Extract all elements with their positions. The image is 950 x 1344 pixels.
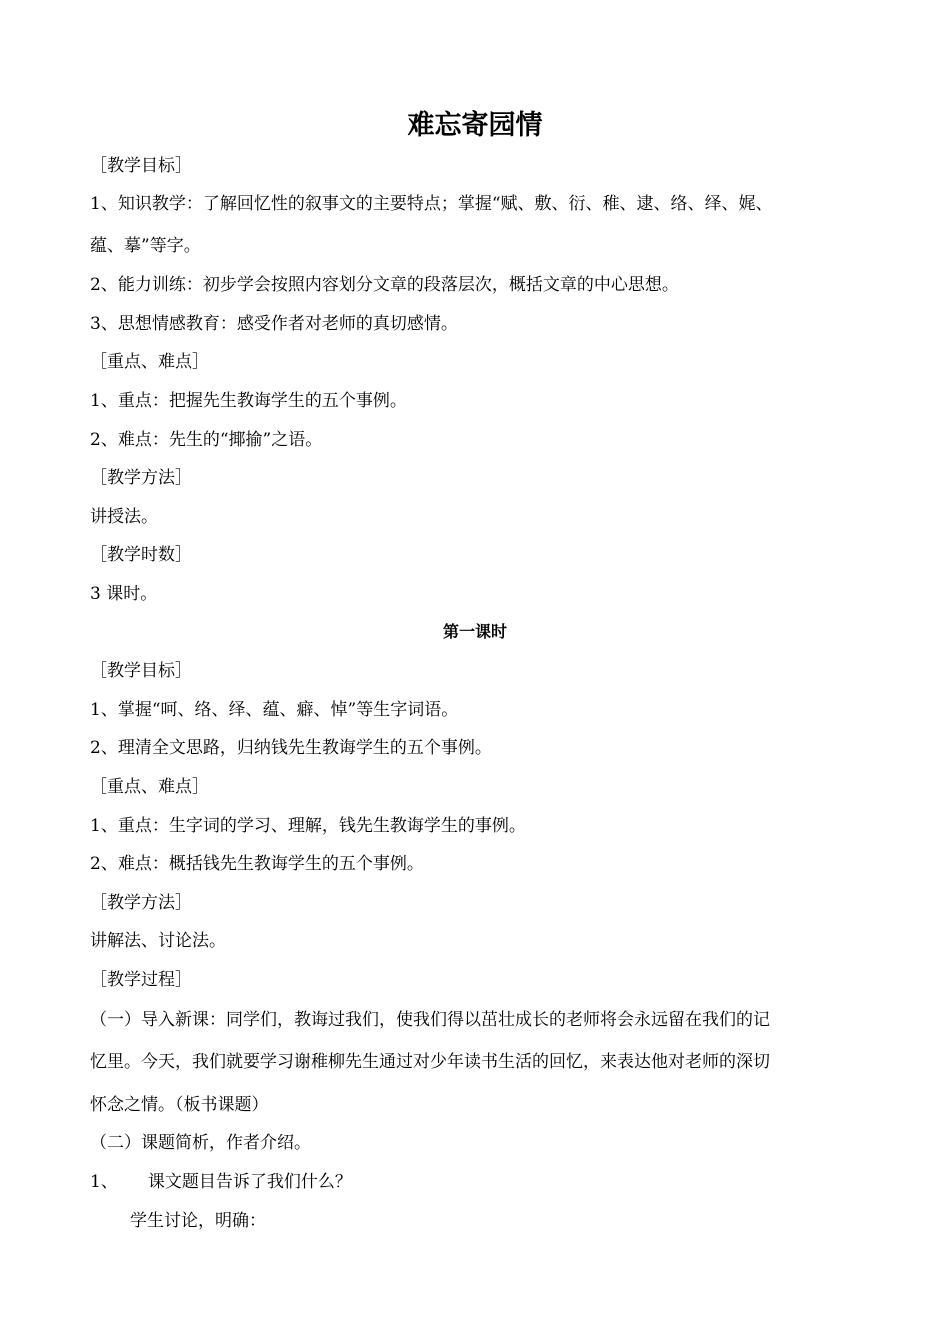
lesson-goals-heading: ［教学目标］ <box>90 661 192 681</box>
question1-text: 课文题目告诉了我们什么？ <box>147 1172 352 1192</box>
part2-heading: （二）课题简析，作者介绍。 <box>90 1133 311 1153</box>
hours-heading: ［教学时数］ <box>90 545 192 565</box>
lesson-keypoint1: 1、重点：生字词的学习、理解，钱先生教诲学生的事例。 <box>90 816 526 836</box>
lesson-method: 讲解法、讨论法。 <box>90 931 226 951</box>
document-title: 难忘寄园情 <box>407 110 543 141</box>
keypoint2: 2、难点：先生的“揶揄”之语。 <box>90 430 323 450</box>
lesson-keypoint2: 2、难点：概括钱先生教诲学生的五个事例。 <box>90 854 424 874</box>
intro-line3: 怀念之情。（板书课题） <box>90 1095 269 1115</box>
lesson-keypoints-heading: ［重点、难点］ <box>90 777 209 797</box>
goals-heading: ［教学目标］ <box>90 156 192 176</box>
hours: 3 课时。 <box>90 584 158 604</box>
goal3: 3、思想情感教育：感受作者对老师的真切感情。 <box>90 314 458 334</box>
goal1-line1: 1、知识教学：了解回忆性的叙事文的主要特点；掌握“赋、敷、衍、稚、逮、络、绎、娓、 <box>90 194 773 214</box>
keypoint1: 1、重点：把握先生教诲学生的五个事例。 <box>90 391 407 411</box>
intro-line2: 忆里。今天，我们就要学习谢稚柳先生通过对少年读书生活的回忆，来表达他对老师的深切 <box>90 1052 770 1072</box>
method: 讲授法。 <box>90 507 158 527</box>
lesson-goal2: 2、理清全文思路，归纳钱先生教诲学生的五个事例。 <box>90 738 492 758</box>
discussion-line: 学生讨论，明确： <box>130 1211 266 1231</box>
process-heading: ［教学过程］ <box>90 970 192 990</box>
intro-line1: （一）导入新课：同学们，教诲过我们，使我们得以茁壮成长的老师将会永远留在我们的记 <box>90 1010 770 1030</box>
lesson-method-heading: ［教学方法］ <box>90 893 192 913</box>
goal1-line2: 蕴、摹”等字。 <box>90 236 201 256</box>
lesson-heading: 第一课时 <box>442 622 507 641</box>
question1-number: 1、 <box>90 1172 118 1192</box>
method-heading: ［教学方法］ <box>90 468 192 488</box>
keypoints-heading: ［重点、难点］ <box>90 352 209 372</box>
goal2: 2、能力训练：初步学会按照内容划分文章的段落层次，概括文章的中心思想。 <box>90 275 679 295</box>
question1 <box>90 1169 880 1195</box>
lesson-goal1: 1、掌握“呵、络、绎、蕴、癖、悼”等生字词语。 <box>90 700 459 720</box>
